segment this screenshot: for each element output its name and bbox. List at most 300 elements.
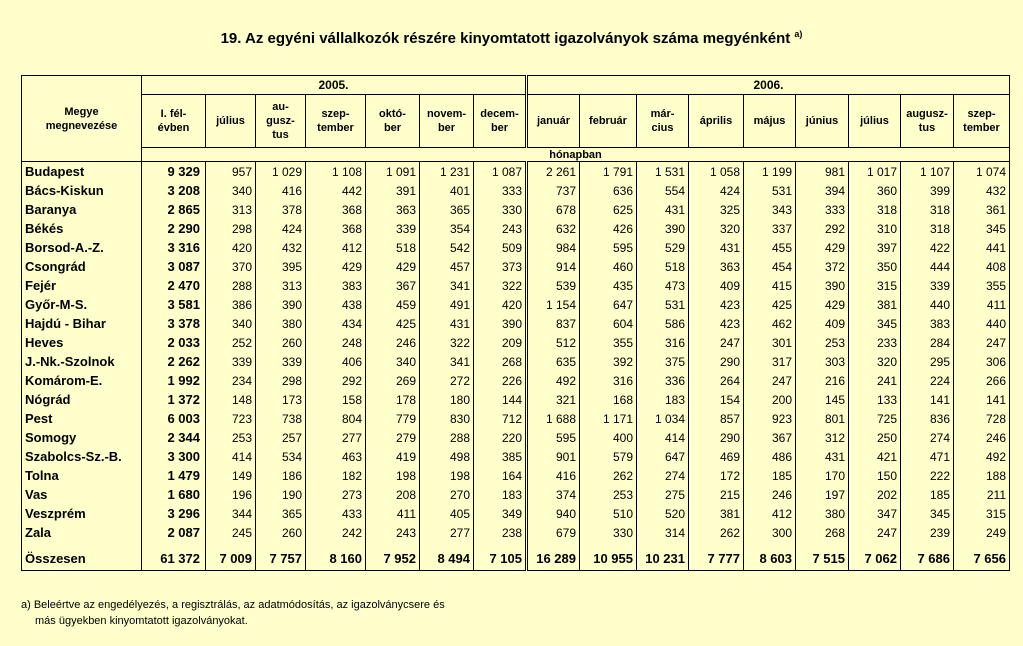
column-header-line: július bbox=[216, 115, 245, 127]
cell-value: 435 bbox=[580, 276, 637, 295]
cell-value: 272 bbox=[420, 371, 474, 390]
cell-value: 397 bbox=[849, 238, 901, 257]
cell-value: 429 bbox=[796, 238, 849, 257]
cell-value: 595 bbox=[527, 428, 580, 447]
cell-value: 529 bbox=[637, 238, 689, 257]
cell-value: 202 bbox=[849, 485, 901, 504]
column-header bbox=[637, 95, 689, 148]
cell-value: 270 bbox=[420, 485, 474, 504]
cell-value: 411 bbox=[366, 504, 420, 523]
cell-value: 1 058 bbox=[689, 162, 744, 182]
cell-value: 368 bbox=[306, 200, 366, 219]
cell-value: 247 bbox=[954, 333, 1010, 352]
cell-value: 1 791 bbox=[580, 162, 637, 182]
cell-value: 150 bbox=[849, 466, 901, 485]
table-row bbox=[22, 162, 1010, 182]
cell-value: 390 bbox=[637, 219, 689, 238]
cell-value: 539 bbox=[527, 276, 580, 295]
cell-value: 420 bbox=[206, 238, 256, 257]
cell-value: 325 bbox=[689, 200, 744, 219]
column-header bbox=[306, 95, 366, 148]
cell-value: 257 bbox=[256, 428, 306, 447]
cell-value: 3 208 bbox=[142, 181, 206, 200]
cell-value: 320 bbox=[849, 352, 901, 371]
cell-value: 416 bbox=[527, 466, 580, 485]
cell-value: 486 bbox=[744, 447, 796, 466]
cell-value: 723 bbox=[206, 409, 256, 428]
cell-value: 224 bbox=[901, 371, 954, 390]
cell-value: 316 bbox=[580, 371, 637, 390]
cell-value: 2 865 bbox=[142, 200, 206, 219]
cell-value: 288 bbox=[420, 428, 474, 447]
cell-value: 363 bbox=[689, 257, 744, 276]
total-row bbox=[22, 547, 1010, 571]
title-footnote-mark: a) bbox=[794, 29, 803, 39]
column-header bbox=[206, 95, 256, 148]
cell-value: 422 bbox=[901, 238, 954, 257]
cell-value: 340 bbox=[206, 314, 256, 333]
cell-value: 183 bbox=[637, 390, 689, 409]
cell-value: 8 494 bbox=[420, 547, 474, 571]
cell-value: 61 372 bbox=[142, 547, 206, 571]
column-header bbox=[256, 95, 306, 148]
cell-value: 313 bbox=[256, 276, 306, 295]
cell-value: 292 bbox=[306, 371, 366, 390]
county-name: Győr-M-S. bbox=[22, 295, 142, 314]
cell-value: 154 bbox=[689, 390, 744, 409]
cell-value: 2 261 bbox=[527, 162, 580, 182]
table-row bbox=[22, 409, 1010, 428]
cell-value: 940 bbox=[527, 504, 580, 523]
column-header-line: I. fél- bbox=[160, 108, 187, 120]
cell-value: 473 bbox=[637, 276, 689, 295]
cell-value: 457 bbox=[420, 257, 474, 276]
cell-value: 168 bbox=[580, 390, 637, 409]
cell-value: 1 108 bbox=[306, 162, 366, 182]
cell-value: 243 bbox=[474, 219, 527, 238]
table-row bbox=[22, 466, 1010, 485]
cell-value: 423 bbox=[689, 314, 744, 333]
cell-value: 330 bbox=[474, 200, 527, 219]
column-header-line: április bbox=[699, 115, 733, 127]
cell-value: 248 bbox=[306, 333, 366, 352]
cell-value: 220 bbox=[474, 428, 527, 447]
cell-value: 1 087 bbox=[474, 162, 527, 182]
cell-value: 725 bbox=[849, 409, 901, 428]
cell-value: 316 bbox=[637, 333, 689, 352]
cell-value: 2 290 bbox=[142, 219, 206, 238]
table-row bbox=[22, 219, 1010, 238]
table-row bbox=[22, 390, 1010, 409]
cell-value: 378 bbox=[256, 200, 306, 219]
cell-value: 284 bbox=[901, 333, 954, 352]
column-header-line: tus bbox=[918, 122, 936, 134]
cell-value: 383 bbox=[306, 276, 366, 295]
cell-value: 830 bbox=[420, 409, 474, 428]
cell-value: 339 bbox=[366, 219, 420, 238]
county-name: Hajdú - Bihar bbox=[22, 314, 142, 333]
column-header-line: május bbox=[753, 115, 786, 127]
county-name: Nógrád bbox=[22, 390, 142, 409]
cell-value: 635 bbox=[527, 352, 580, 371]
cell-value: 274 bbox=[637, 466, 689, 485]
cell-value: 836 bbox=[901, 409, 954, 428]
cell-value: 268 bbox=[474, 352, 527, 371]
cell-value: 440 bbox=[901, 295, 954, 314]
column-header bbox=[420, 95, 474, 148]
cell-value: 432 bbox=[954, 181, 1010, 200]
cell-value: 368 bbox=[306, 219, 366, 238]
cell-value: 390 bbox=[256, 295, 306, 314]
county-name: Vas bbox=[22, 485, 142, 504]
page-title bbox=[0, 29, 1023, 47]
cell-value: 1 680 bbox=[142, 485, 206, 504]
cell-value: 141 bbox=[901, 390, 954, 409]
cell-value: 542 bbox=[420, 238, 474, 257]
cell-value: 415 bbox=[744, 276, 796, 295]
cell-value: 252 bbox=[206, 333, 256, 352]
cell-value: 209 bbox=[474, 333, 527, 352]
cell-value: 262 bbox=[580, 466, 637, 485]
year-2006-header: 2006. bbox=[527, 76, 1010, 95]
cell-value: 412 bbox=[744, 504, 796, 523]
cell-value: 399 bbox=[901, 181, 954, 200]
cell-value: 1 017 bbox=[849, 162, 901, 182]
column-header-line: február bbox=[589, 115, 627, 127]
cell-value: 401 bbox=[420, 181, 474, 200]
cell-value: 409 bbox=[689, 276, 744, 295]
county-name: Összesen bbox=[22, 547, 142, 571]
cell-value: 370 bbox=[206, 257, 256, 276]
cell-value: 339 bbox=[256, 352, 306, 371]
footnote-line1: a) Beleértve az engedélyezés, a regisztrálás, az adatmódosítás, az igazolványcsere és bbox=[21, 599, 445, 611]
cell-value: 158 bbox=[306, 390, 366, 409]
cell-value: 333 bbox=[796, 200, 849, 219]
cell-value: 345 bbox=[849, 314, 901, 333]
cell-value: 595 bbox=[580, 238, 637, 257]
cell-value: 277 bbox=[420, 523, 474, 542]
cell-value: 518 bbox=[366, 238, 420, 257]
cell-value: 341 bbox=[420, 276, 474, 295]
column-header bbox=[849, 95, 901, 148]
cell-value: 149 bbox=[206, 466, 256, 485]
cell-value: 434 bbox=[306, 314, 366, 333]
cell-value: 405 bbox=[420, 504, 474, 523]
cell-value: 383 bbox=[901, 314, 954, 333]
cell-value: 7 515 bbox=[796, 547, 849, 571]
cell-value: 459 bbox=[366, 295, 420, 314]
cell-value: 454 bbox=[744, 257, 796, 276]
cell-value: 460 bbox=[580, 257, 637, 276]
cell-value: 432 bbox=[256, 238, 306, 257]
cell-value: 469 bbox=[689, 447, 744, 466]
footnote-line2: más ügyekben kinyomtatott igazolványokat. bbox=[35, 615, 248, 627]
cell-value: 7 686 bbox=[901, 547, 954, 571]
cell-value: 290 bbox=[689, 352, 744, 371]
column-header-line: novem- bbox=[426, 108, 467, 120]
cell-value: 288 bbox=[206, 276, 256, 295]
column-header-line: decem- bbox=[480, 108, 519, 120]
cell-value: 314 bbox=[637, 523, 689, 542]
county-header-line2: megnevezése bbox=[45, 119, 118, 132]
table-row bbox=[22, 257, 1010, 276]
cell-value: 279 bbox=[366, 428, 420, 447]
table-row bbox=[22, 447, 1010, 466]
cell-value: 579 bbox=[580, 447, 637, 466]
column-header-line: cius bbox=[651, 122, 674, 134]
cell-value: 914 bbox=[527, 257, 580, 276]
cell-value: 216 bbox=[796, 371, 849, 390]
cell-value: 9 329 bbox=[142, 162, 206, 182]
cell-value: 269 bbox=[366, 371, 420, 390]
cell-value: 339 bbox=[901, 276, 954, 295]
column-header-line: gusz- bbox=[266, 115, 295, 127]
cell-value: 1 199 bbox=[744, 162, 796, 182]
cell-value: 431 bbox=[796, 447, 849, 466]
cell-value: 492 bbox=[527, 371, 580, 390]
cell-value: 313 bbox=[206, 200, 256, 219]
cell-value: 498 bbox=[420, 447, 474, 466]
footnote bbox=[21, 597, 445, 629]
cell-value: 246 bbox=[954, 428, 1010, 447]
county-header-line1: Megye bbox=[64, 105, 99, 118]
cell-value: 390 bbox=[474, 314, 527, 333]
cell-value: 16 289 bbox=[527, 547, 580, 571]
cell-value: 10 955 bbox=[580, 547, 637, 571]
cell-value: 957 bbox=[206, 162, 256, 182]
table-row bbox=[22, 181, 1010, 200]
cell-value: 303 bbox=[796, 352, 849, 371]
cell-value: 923 bbox=[744, 409, 796, 428]
county-name: Heves bbox=[22, 333, 142, 352]
cell-value: 188 bbox=[954, 466, 1010, 485]
cell-value: 1 074 bbox=[954, 162, 1010, 182]
cell-value: 679 bbox=[527, 523, 580, 542]
cell-value: 185 bbox=[744, 466, 796, 485]
cell-value: 901 bbox=[527, 447, 580, 466]
cell-value: 211 bbox=[954, 485, 1010, 504]
cell-value: 253 bbox=[206, 428, 256, 447]
county-name: Fejér bbox=[22, 276, 142, 295]
cell-value: 7 777 bbox=[689, 547, 744, 571]
county-name: Veszprém bbox=[22, 504, 142, 523]
county-name: Bács-Kiskun bbox=[22, 181, 142, 200]
column-header bbox=[689, 95, 744, 148]
cell-value: 322 bbox=[420, 333, 474, 352]
cell-value: 321 bbox=[527, 390, 580, 409]
cell-value: 678 bbox=[527, 200, 580, 219]
cell-value: 290 bbox=[689, 428, 744, 447]
cell-value: 180 bbox=[420, 390, 474, 409]
cell-value: 712 bbox=[474, 409, 527, 428]
cell-value: 7 757 bbox=[256, 547, 306, 571]
cell-value: 355 bbox=[580, 333, 637, 352]
cell-value: 363 bbox=[366, 200, 420, 219]
cell-value: 411 bbox=[954, 295, 1010, 314]
column-header-line: ber bbox=[383, 122, 402, 134]
cell-value: 372 bbox=[796, 257, 849, 276]
cell-value: 1 688 bbox=[527, 409, 580, 428]
table-row bbox=[22, 295, 1010, 314]
column-header-line: tember bbox=[317, 122, 354, 134]
cell-value: 424 bbox=[689, 181, 744, 200]
cell-value: 336 bbox=[637, 371, 689, 390]
data-table bbox=[21, 75, 1010, 571]
cell-value: 636 bbox=[580, 181, 637, 200]
table-row bbox=[22, 371, 1010, 390]
cell-value: 274 bbox=[901, 428, 954, 447]
cell-value: 233 bbox=[849, 333, 901, 352]
cell-value: 981 bbox=[796, 162, 849, 182]
cell-value: 208 bbox=[366, 485, 420, 504]
cell-value: 625 bbox=[580, 200, 637, 219]
cell-value: 222 bbox=[901, 466, 954, 485]
cell-value: 837 bbox=[527, 314, 580, 333]
cell-value: 343 bbox=[744, 200, 796, 219]
cell-value: 170 bbox=[796, 466, 849, 485]
column-header bbox=[366, 95, 420, 148]
cell-value: 429 bbox=[306, 257, 366, 276]
cell-value: 262 bbox=[689, 523, 744, 542]
cell-value: 385 bbox=[474, 447, 527, 466]
cell-value: 10 231 bbox=[637, 547, 689, 571]
column-header bbox=[142, 95, 206, 148]
cell-value: 425 bbox=[744, 295, 796, 314]
column-header bbox=[744, 95, 796, 148]
cell-value: 7 062 bbox=[849, 547, 901, 571]
cell-value: 164 bbox=[474, 466, 527, 485]
cell-value: 520 bbox=[637, 504, 689, 523]
unit-header: hónapban bbox=[142, 148, 1010, 162]
county-name: Somogy bbox=[22, 428, 142, 447]
county-name: J.-Nk.-Szolnok bbox=[22, 352, 142, 371]
cell-value: 277 bbox=[306, 428, 366, 447]
cell-value: 440 bbox=[954, 314, 1010, 333]
cell-value: 512 bbox=[527, 333, 580, 352]
cell-value: 390 bbox=[796, 276, 849, 295]
column-header-line: szep- bbox=[321, 108, 350, 120]
cell-value: 381 bbox=[689, 504, 744, 523]
cell-value: 509 bbox=[474, 238, 527, 257]
cell-value: 145 bbox=[796, 390, 849, 409]
cell-value: 245 bbox=[206, 523, 256, 542]
cell-value: 315 bbox=[849, 276, 901, 295]
table-row bbox=[22, 333, 1010, 352]
cell-value: 266 bbox=[954, 371, 1010, 390]
cell-value: 344 bbox=[206, 504, 256, 523]
cell-value: 300 bbox=[744, 523, 796, 542]
cell-value: 3 300 bbox=[142, 447, 206, 466]
table-row bbox=[22, 200, 1010, 219]
cell-value: 1 231 bbox=[420, 162, 474, 182]
cell-value: 420 bbox=[474, 295, 527, 314]
cell-value: 2 262 bbox=[142, 352, 206, 371]
column-header bbox=[527, 95, 580, 148]
county-name: Borsod-A.-Z. bbox=[22, 238, 142, 257]
cell-value: 273 bbox=[306, 485, 366, 504]
column-header-line: októ- bbox=[379, 108, 406, 120]
county-name: Tolna bbox=[22, 466, 142, 485]
cell-value: 531 bbox=[637, 295, 689, 314]
cell-value: 318 bbox=[901, 219, 954, 238]
cell-value: 429 bbox=[796, 295, 849, 314]
cell-value: 178 bbox=[366, 390, 420, 409]
cell-value: 292 bbox=[796, 219, 849, 238]
cell-value: 531 bbox=[744, 181, 796, 200]
cell-value: 247 bbox=[744, 371, 796, 390]
cell-value: 247 bbox=[849, 523, 901, 542]
cell-value: 433 bbox=[306, 504, 366, 523]
cell-value: 426 bbox=[580, 219, 637, 238]
table-row bbox=[22, 276, 1010, 295]
cell-value: 431 bbox=[637, 200, 689, 219]
cell-value: 492 bbox=[954, 447, 1010, 466]
cell-value: 738 bbox=[256, 409, 306, 428]
cell-value: 7 105 bbox=[474, 547, 527, 571]
cell-value: 604 bbox=[580, 314, 637, 333]
cell-value: 7 952 bbox=[366, 547, 420, 571]
cell-value: 423 bbox=[689, 295, 744, 314]
cell-value: 400 bbox=[580, 428, 637, 447]
cell-value: 185 bbox=[901, 485, 954, 504]
cell-value: 173 bbox=[256, 390, 306, 409]
cell-value: 801 bbox=[796, 409, 849, 428]
column-header-line: már- bbox=[650, 108, 675, 120]
cell-value: 349 bbox=[474, 504, 527, 523]
cell-value: 247 bbox=[689, 333, 744, 352]
cell-value: 1 107 bbox=[901, 162, 954, 182]
county-name: Zala bbox=[22, 523, 142, 542]
cell-value: 491 bbox=[420, 295, 474, 314]
cell-value: 392 bbox=[580, 352, 637, 371]
cell-value: 337 bbox=[744, 219, 796, 238]
cell-value: 295 bbox=[901, 352, 954, 371]
cell-value: 275 bbox=[637, 485, 689, 504]
cell-value: 345 bbox=[954, 219, 1010, 238]
cell-value: 647 bbox=[637, 447, 689, 466]
cell-value: 347 bbox=[849, 504, 901, 523]
table-row bbox=[22, 352, 1010, 371]
cell-value: 148 bbox=[206, 390, 256, 409]
cell-value: 534 bbox=[256, 447, 306, 466]
cell-value: 518 bbox=[637, 257, 689, 276]
cell-value: 409 bbox=[796, 314, 849, 333]
cell-value: 462 bbox=[744, 314, 796, 333]
cell-value: 414 bbox=[637, 428, 689, 447]
cell-value: 1 029 bbox=[256, 162, 306, 182]
column-header-line: január bbox=[536, 115, 570, 127]
column-header-line: ber bbox=[437, 122, 456, 134]
cell-value: 186 bbox=[256, 466, 306, 485]
cell-value: 341 bbox=[420, 352, 474, 371]
cell-value: 1 531 bbox=[637, 162, 689, 182]
cell-value: 779 bbox=[366, 409, 420, 428]
cell-value: 243 bbox=[366, 523, 420, 542]
cell-value: 554 bbox=[637, 181, 689, 200]
cell-value: 737 bbox=[527, 181, 580, 200]
cell-value: 421 bbox=[849, 447, 901, 466]
cell-value: 1 372 bbox=[142, 390, 206, 409]
cell-value: 463 bbox=[306, 447, 366, 466]
cell-value: 312 bbox=[796, 428, 849, 447]
cell-value: 318 bbox=[901, 200, 954, 219]
cell-value: 253 bbox=[580, 485, 637, 504]
cell-value: 340 bbox=[206, 181, 256, 200]
county-header bbox=[22, 76, 142, 162]
cell-value: 3 581 bbox=[142, 295, 206, 314]
cell-value: 414 bbox=[206, 447, 256, 466]
cell-value: 249 bbox=[954, 523, 1010, 542]
